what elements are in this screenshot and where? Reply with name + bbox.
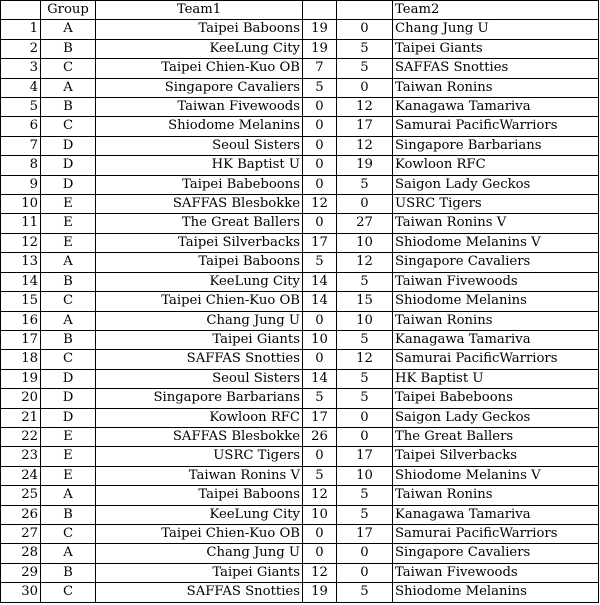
match-number: 14 (1, 272, 41, 291)
match-number: 3 (1, 59, 41, 78)
score2-cell: 17 (337, 117, 393, 136)
team1-cell: Taiwan Ronins V (96, 466, 303, 485)
group-cell: E (41, 195, 96, 214)
score1-cell: 17 (303, 408, 337, 427)
score1-cell: 17 (303, 233, 337, 252)
table-row (1, 39, 599, 58)
table-row (1, 389, 599, 408)
score1-cell: 0 (303, 447, 337, 466)
match-number: 20 (1, 389, 41, 408)
team1-cell: Taipei Chien-Kuo OB (96, 59, 303, 78)
score1-cell: 5 (303, 78, 337, 97)
table-row (1, 292, 599, 311)
table-row (1, 447, 599, 466)
group-cell: A (41, 20, 96, 39)
score1-cell: 0 (303, 136, 337, 155)
table-row (1, 427, 599, 446)
score1-cell: 7 (303, 59, 337, 78)
team2-cell: Kanagawa Tamariva (393, 505, 599, 524)
score1-cell: 10 (303, 330, 337, 349)
team1-cell: SAFFAS Blesbokke (96, 195, 303, 214)
match-number: 22 (1, 427, 41, 446)
score1-cell: 10 (303, 505, 337, 524)
table-row (1, 486, 599, 505)
group-cell: B (41, 272, 96, 291)
team2-cell: SAFFAS Snotties (393, 59, 599, 78)
team1-cell: Taipei Chien-Kuo OB (96, 524, 303, 543)
team2-cell: Singapore Cavaliers (393, 253, 599, 272)
team2-cell: Taipei Giants (393, 39, 599, 58)
score2-cell: 5 (337, 389, 393, 408)
match-number: 2 (1, 39, 41, 58)
match-number: 26 (1, 505, 41, 524)
group-cell: C (41, 59, 96, 78)
group-cell: D (41, 389, 96, 408)
header-num (1, 1, 41, 20)
table-row (1, 563, 599, 582)
header-score2 (337, 1, 393, 20)
score1-cell: 5 (303, 253, 337, 272)
score1-cell: 5 (303, 389, 337, 408)
team1-cell: Seoul Sisters (96, 369, 303, 388)
table-row (1, 195, 599, 214)
match-number: 1 (1, 20, 41, 39)
match-number: 10 (1, 195, 41, 214)
table-row (1, 272, 599, 291)
team1-cell: HK Baptist U (96, 156, 303, 175)
team2-cell: Shiodome Melanins (393, 583, 599, 602)
score1-cell: 14 (303, 292, 337, 311)
match-number: 15 (1, 292, 41, 311)
team2-cell: Samurai PacificWarriors (393, 524, 599, 543)
table-row (1, 505, 599, 524)
score2-cell: 0 (337, 563, 393, 582)
score2-cell: 5 (337, 272, 393, 291)
score1-cell: 14 (303, 369, 337, 388)
table-row (1, 311, 599, 330)
match-number: 25 (1, 486, 41, 505)
score2-cell: 12 (337, 350, 393, 369)
match-number: 6 (1, 117, 41, 136)
group-cell: E (41, 427, 96, 446)
table-row (1, 330, 599, 349)
team1-cell: Taipei Giants (96, 563, 303, 582)
team1-cell: Taipei Silverbacks (96, 233, 303, 252)
team2-cell: USRC Tigers (393, 195, 599, 214)
table-row (1, 350, 599, 369)
header-group: Group (41, 1, 96, 20)
score2-cell: 17 (337, 524, 393, 543)
header-team2: Team2 (393, 1, 599, 20)
team1-cell: Kowloon RFC (96, 408, 303, 427)
group-cell: D (41, 369, 96, 388)
group-cell: A (41, 311, 96, 330)
team1-cell: SAFFAS Blesbokke (96, 427, 303, 446)
match-number: 9 (1, 175, 41, 194)
score1-cell: 12 (303, 195, 337, 214)
score2-cell: 10 (337, 466, 393, 485)
score1-cell: 14 (303, 272, 337, 291)
score2-cell: 0 (337, 544, 393, 563)
match-number: 12 (1, 233, 41, 252)
team2-cell: Samurai PacificWarriors (393, 350, 599, 369)
score2-cell: 5 (337, 505, 393, 524)
match-number: 17 (1, 330, 41, 349)
score1-cell: 19 (303, 583, 337, 602)
group-cell: B (41, 330, 96, 349)
score1-cell: 0 (303, 98, 337, 117)
team2-cell: Kowloon RFC (393, 156, 599, 175)
team2-cell: Shiodome Melanins V (393, 466, 599, 485)
table-row (1, 175, 599, 194)
table-row (1, 156, 599, 175)
table-row (1, 583, 599, 602)
team2-cell: Taiwan Fivewoods (393, 563, 599, 582)
group-cell: E (41, 214, 96, 233)
header-team1: Team1 (96, 1, 303, 20)
group-cell: D (41, 156, 96, 175)
group-cell: D (41, 136, 96, 155)
team2-cell: Taipei Silverbacks (393, 447, 599, 466)
team1-cell: Shiodome Melanins (96, 117, 303, 136)
match-number: 8 (1, 156, 41, 175)
team1-cell: Chang Jung U (96, 311, 303, 330)
team1-cell: Singapore Barbarians (96, 389, 303, 408)
score2-cell: 10 (337, 311, 393, 330)
match-number: 18 (1, 350, 41, 369)
team1-cell: SAFFAS Snotties (96, 350, 303, 369)
table-row (1, 544, 599, 563)
score2-cell: 15 (337, 292, 393, 311)
team2-cell: Taiwan Ronins (393, 311, 599, 330)
team2-cell: The Great Ballers (393, 427, 599, 446)
team1-cell: Taipei Baboons (96, 486, 303, 505)
match-number: 23 (1, 447, 41, 466)
score2-cell: 17 (337, 447, 393, 466)
score1-cell: 19 (303, 20, 337, 39)
score1-cell: 19 (303, 39, 337, 58)
score1-cell: 12 (303, 486, 337, 505)
team1-cell: KeeLung City (96, 272, 303, 291)
team1-cell: Taipei Baboons (96, 20, 303, 39)
score2-cell: 12 (337, 136, 393, 155)
group-cell: C (41, 350, 96, 369)
score1-cell: 5 (303, 466, 337, 485)
match-number: 29 (1, 563, 41, 582)
match-number: 28 (1, 544, 41, 563)
group-cell: C (41, 117, 96, 136)
match-number: 16 (1, 311, 41, 330)
score1-cell: 0 (303, 117, 337, 136)
team2-cell: Taipei Babeboons (393, 389, 599, 408)
table-row (1, 20, 599, 39)
score2-cell: 5 (337, 175, 393, 194)
group-cell: E (41, 466, 96, 485)
team2-cell: Samurai PacificWarriors (393, 117, 599, 136)
team1-cell: Taipei Baboons (96, 253, 303, 272)
score2-cell: 0 (337, 78, 393, 97)
match-number: 7 (1, 136, 41, 155)
team2-cell: Taiwan Ronins (393, 486, 599, 505)
table-row (1, 136, 599, 155)
team2-cell: HK Baptist U (393, 369, 599, 388)
group-cell: D (41, 175, 96, 194)
table-row (1, 369, 599, 388)
header-row (1, 1, 599, 20)
team2-cell: Taiwan Fivewoods (393, 272, 599, 291)
team1-cell: KeeLung City (96, 505, 303, 524)
score2-cell: 10 (337, 233, 393, 252)
match-number: 21 (1, 408, 41, 427)
team2-cell: Kanagawa Tamariva (393, 98, 599, 117)
team1-cell: Taipei Babeboons (96, 175, 303, 194)
team1-cell: Taipei Chien-Kuo OB (96, 292, 303, 311)
score1-cell: 0 (303, 311, 337, 330)
score2-cell: 0 (337, 20, 393, 39)
team1-cell: Chang Jung U (96, 544, 303, 563)
table-row (1, 253, 599, 272)
table-row (1, 117, 599, 136)
score1-cell: 0 (303, 214, 337, 233)
group-cell: C (41, 292, 96, 311)
score1-cell: 0 (303, 524, 337, 543)
team2-cell: Taiwan Ronins (393, 78, 599, 97)
group-cell: A (41, 544, 96, 563)
match-number: 13 (1, 253, 41, 272)
score2-cell: 5 (337, 486, 393, 505)
group-cell: E (41, 447, 96, 466)
table-row (1, 466, 599, 485)
team2-cell: Chang Jung U (393, 20, 599, 39)
team2-cell: Saigon Lady Geckos (393, 408, 599, 427)
score2-cell: 5 (337, 39, 393, 58)
score1-cell: 0 (303, 175, 337, 194)
team2-cell: Shiodome Melanins V (393, 233, 599, 252)
match-number: 11 (1, 214, 41, 233)
match-number: 4 (1, 78, 41, 97)
team2-cell: Taiwan Ronins V (393, 214, 599, 233)
team1-cell: Taiwan Fivewoods (96, 98, 303, 117)
group-cell: C (41, 524, 96, 543)
group-cell: B (41, 39, 96, 58)
table-row (1, 214, 599, 233)
team1-cell: Singapore Cavaliers (96, 78, 303, 97)
score2-cell: 5 (337, 369, 393, 388)
group-cell: A (41, 78, 96, 97)
score1-cell: 0 (303, 350, 337, 369)
match-number: 24 (1, 466, 41, 485)
team1-cell: Taipei Giants (96, 330, 303, 349)
team2-cell: Singapore Barbarians (393, 136, 599, 155)
table-row (1, 524, 599, 543)
score2-cell: 0 (337, 408, 393, 427)
score2-cell: 5 (337, 59, 393, 78)
team2-cell: Saigon Lady Geckos (393, 175, 599, 194)
team1-cell: USRC Tigers (96, 447, 303, 466)
group-cell: B (41, 563, 96, 582)
table-row (1, 408, 599, 427)
score2-cell: 27 (337, 214, 393, 233)
group-cell: E (41, 233, 96, 252)
group-cell: A (41, 486, 96, 505)
score2-cell: 5 (337, 330, 393, 349)
results-body (1, 20, 599, 602)
match-number: 19 (1, 369, 41, 388)
team2-cell: Singapore Cavaliers (393, 544, 599, 563)
table-row (1, 78, 599, 97)
group-cell: D (41, 408, 96, 427)
group-cell: C (41, 583, 96, 602)
score1-cell: 0 (303, 156, 337, 175)
team1-cell: Seoul Sisters (96, 136, 303, 155)
score2-cell: 5 (337, 583, 393, 602)
score2-cell: 12 (337, 253, 393, 272)
match-number: 30 (1, 583, 41, 602)
score2-cell: 0 (337, 427, 393, 446)
match-number: 5 (1, 98, 41, 117)
score2-cell: 12 (337, 98, 393, 117)
score1-cell: 0 (303, 544, 337, 563)
score1-cell: 12 (303, 563, 337, 582)
team1-cell: KeeLung City (96, 39, 303, 58)
team2-cell: Kanagawa Tamariva (393, 330, 599, 349)
table-row (1, 233, 599, 252)
group-cell: A (41, 253, 96, 272)
team1-cell: The Great Ballers (96, 214, 303, 233)
score1-cell: 26 (303, 427, 337, 446)
table-row (1, 59, 599, 78)
team1-cell: SAFFAS Snotties (96, 583, 303, 602)
score2-cell: 19 (337, 156, 393, 175)
team2-cell: Shiodome Melanins (393, 292, 599, 311)
match-number: 27 (1, 524, 41, 543)
group-cell: B (41, 505, 96, 524)
table-row (1, 98, 599, 117)
group-cell: B (41, 98, 96, 117)
header-score1 (303, 1, 337, 20)
score2-cell: 0 (337, 195, 393, 214)
